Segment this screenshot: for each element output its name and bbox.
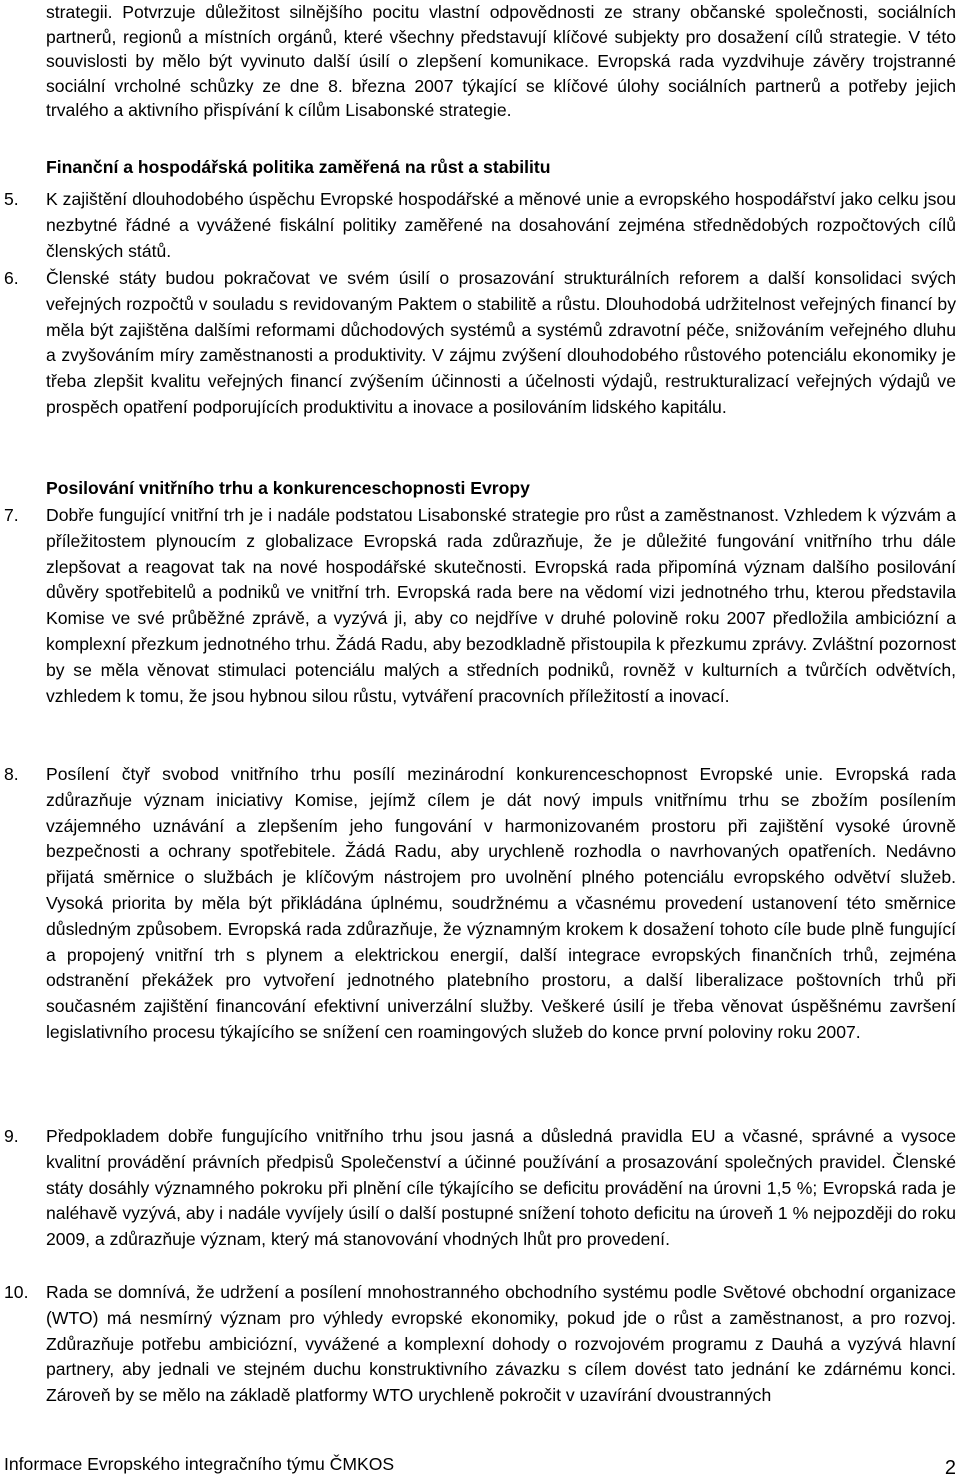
item-text: Rada se domnívá, že udržení a posílení mnohostranného obchodního systému podle Světové obchodní organizace (WTO) má nesmírný význam pro výhledy evropské ekonomiky, pokud jde o růst a zaměstnanost, a pro rozvoj. Zdůrazňuje potřebu ambiciózní, vyvážené a komplexní dohody o rozvojovém programu z Dauhá a vyzývá hlavní partnery, aby jednali ve stejném duchu konstruktivního závazku s cílem dovést tato jednání ke zdárnému konci. Zároveň by se mělo na základě platformy WTO urychleně pokročit v uzavírání dvoustranných	[46, 1282, 956, 1406]
item-text: Členské státy budou pokračovat ve svém úsilí o prosazování strukturálních reforem a další konsolidaci svých veřejných rozpočtů v souladu s revidovaným Paktem o stabilitě a růstu. Dlouhodobá udržitelnost veřejných financí by měla být zajištěna dalšími reformami důchodových systémů a systémů zdravotní péče, snižováním veřejného dluhu a zvyšováním míry zaměstnanosti a produktivity. V zájmu zvýšení dlouhodobého růstového potenciálu ekonomiky je třeba zlepšit kvalitu veřejných financí zvýšením účinnosti a účelnosti výdajů, restrukturalizací veřejných výdajů ve prospěch opatření podporujících produktivitu a inovace a posilováním lidského kapitálu.	[46, 268, 956, 417]
intro-paragraph: strategii. Potvrzuje důležitost silnějšího pocitu vlastní odpovědnosti ze strany občanské společnosti, sociálních partnerů, regionů a místních orgánů, které všechny představují klíčové subjekty pro dosažení cílů strategie. V této souvislosti by mělo být vyvinuto další úsilí o zlepšení komunikace. Evropská rada vyzdvihuje závěry trojstranné sociální vrcholné schůzky ze dne 8. března 2007 týkající se klíčové úlohy sociálních partnerů a potřeby jejich trvalého a aktivního přispívání k cílům Lisabonské strategie.	[46, 2, 956, 120]
item-text: Předpokladem dobře fungujícího vnitřního trhu jsou jasná a důsledná pravidla EU a včasné, správné a vysoce kvalitní provádění právních předpisů Společenství a účinné používání a prosazování společných pravidel. Členské státy dosáhly významného pokroku při plnění cíle týkajícího se deficitu provádění na úrovni 1,5 %; Evropská rada je naléhavě vyzývá, aby i nadále vyvíjely úsilí o další postupné snížení tohoto deficitu na úroveň 1 % nejpozději do roku 2009, a zdůrazňuje význam, který má stanovování vhodných lhůt pro provedení.	[46, 1126, 956, 1250]
numbered-item-10	[0, 1280, 958, 1409]
numbered-item-8	[0, 762, 958, 1046]
item-number: 5.	[4, 189, 19, 209]
item-number: 6.	[4, 268, 19, 288]
footer-title: Informace Evropského integračního týmu ČMKOS	[4, 1454, 395, 1474]
numbered-item-9	[0, 1124, 958, 1253]
item-text: K zajištění dlouhodobého úspěchu Evropské hospodářské a měnové unie a evropského hospodářství jako celku jsou nezbytné řádné a vyvážené fiskální politiky zaměřené na dosahování zejména střednědobých rozpočtových cílů členských států.	[46, 189, 956, 261]
numbered-item-7	[0, 503, 958, 709]
numbered-item-5	[0, 187, 958, 264]
item-number: 10.	[4, 1282, 29, 1302]
page-number: 2	[944, 1457, 956, 1479]
item-number: 9.	[4, 1126, 19, 1146]
item-text: Posílení čtyř svobod vnitřního trhu posílí mezinárodní konkurenceschopnost Evropské unie. Evropská rada zdůrazňuje význam iniciativy Komise, jejímž cílem je dát nový impuls vnitřnímu trhu se zbožím posílením vzájemného uznávání a zlepšením jeho fungování v harmonizovaném prostoru při zajištění vysoké úrovně bezpečnosti a ochrany spotřebitele. Žádá Radu, aby urychleně rozhodla o navrhovaných opatřeních. Nedávno přijatá směrnice o službách je klíčovým nástrojem pro uvolnění plného potenciálu evropského odvětví služeb. Vysoká priorita by měla být přikládána úplnému, soudržnému a včasnému provedení ustanovení této směrnice důsledným způsobem. Evropská rada zdůrazňuje, že významným krokem k dosažení tohoto cíle bude plně fungující a propojený vnitřní trh s plynem a elektrickou energií, další integrace evropských finančních trhů, zejména odstranění překážek pro vytvoření jednotného platebního prostoru, a další liberalizace poštovních trhů při současném zajištění financování efektivní univerzální služby. Veškeré úsilí je třeba věnovat úspěšnému završení legislativního procesu týkajícího se snížení cen roamingových služeb do konce první poloviny roku 2007.	[46, 764, 956, 1042]
item-text: Dobře fungující vnitřní trh je i nadále podstatou Lisabonské strategie pro růst a zaměstnanost. Vzhledem k výzvám a příležitostem plynoucím z globalizace Evropská rada zdůrazňuje, že je důležité fungování vnitřního trhu dále zlepšovat a reagovat tak na nové hospodářské skutečnosti. Evropská rada připomíná význam dalšího posilování důvěry spotřebitelů a podniků ve vnitřní trh. Evropská rada bere na vědomí vizi jednotného trhu, kterou představila Komise ve své průběžné zprávě, a vyzývá ji, aby co nejdříve v druhé polovině roku 2007 předložila ambiciózní a komplexní přezkum jednotného trhu. Žádá Radu, aby bezodkladně přistoupila k přezkumu zprávy. Zvláštní pozornost by se měla věnovat stimulaci potenciálu malých a středních podniků, rovněž v kulturních a tvůrčích odvětvích, vzhledem k tomu, že jsou hybnou silou růstu, vytváření pracovních příležitostí a inovací.	[46, 505, 956, 706]
section-heading-internal-market: Posilování vnitřního trhu a konkurenceschopnosti Evropy	[46, 478, 530, 498]
item-number: 7.	[4, 505, 19, 525]
numbered-item-6	[0, 266, 958, 421]
item-number: 8.	[4, 764, 19, 784]
section-heading-finance: Finanční a hospodářská politika zaměřená na růst a stabilitu	[46, 157, 551, 177]
